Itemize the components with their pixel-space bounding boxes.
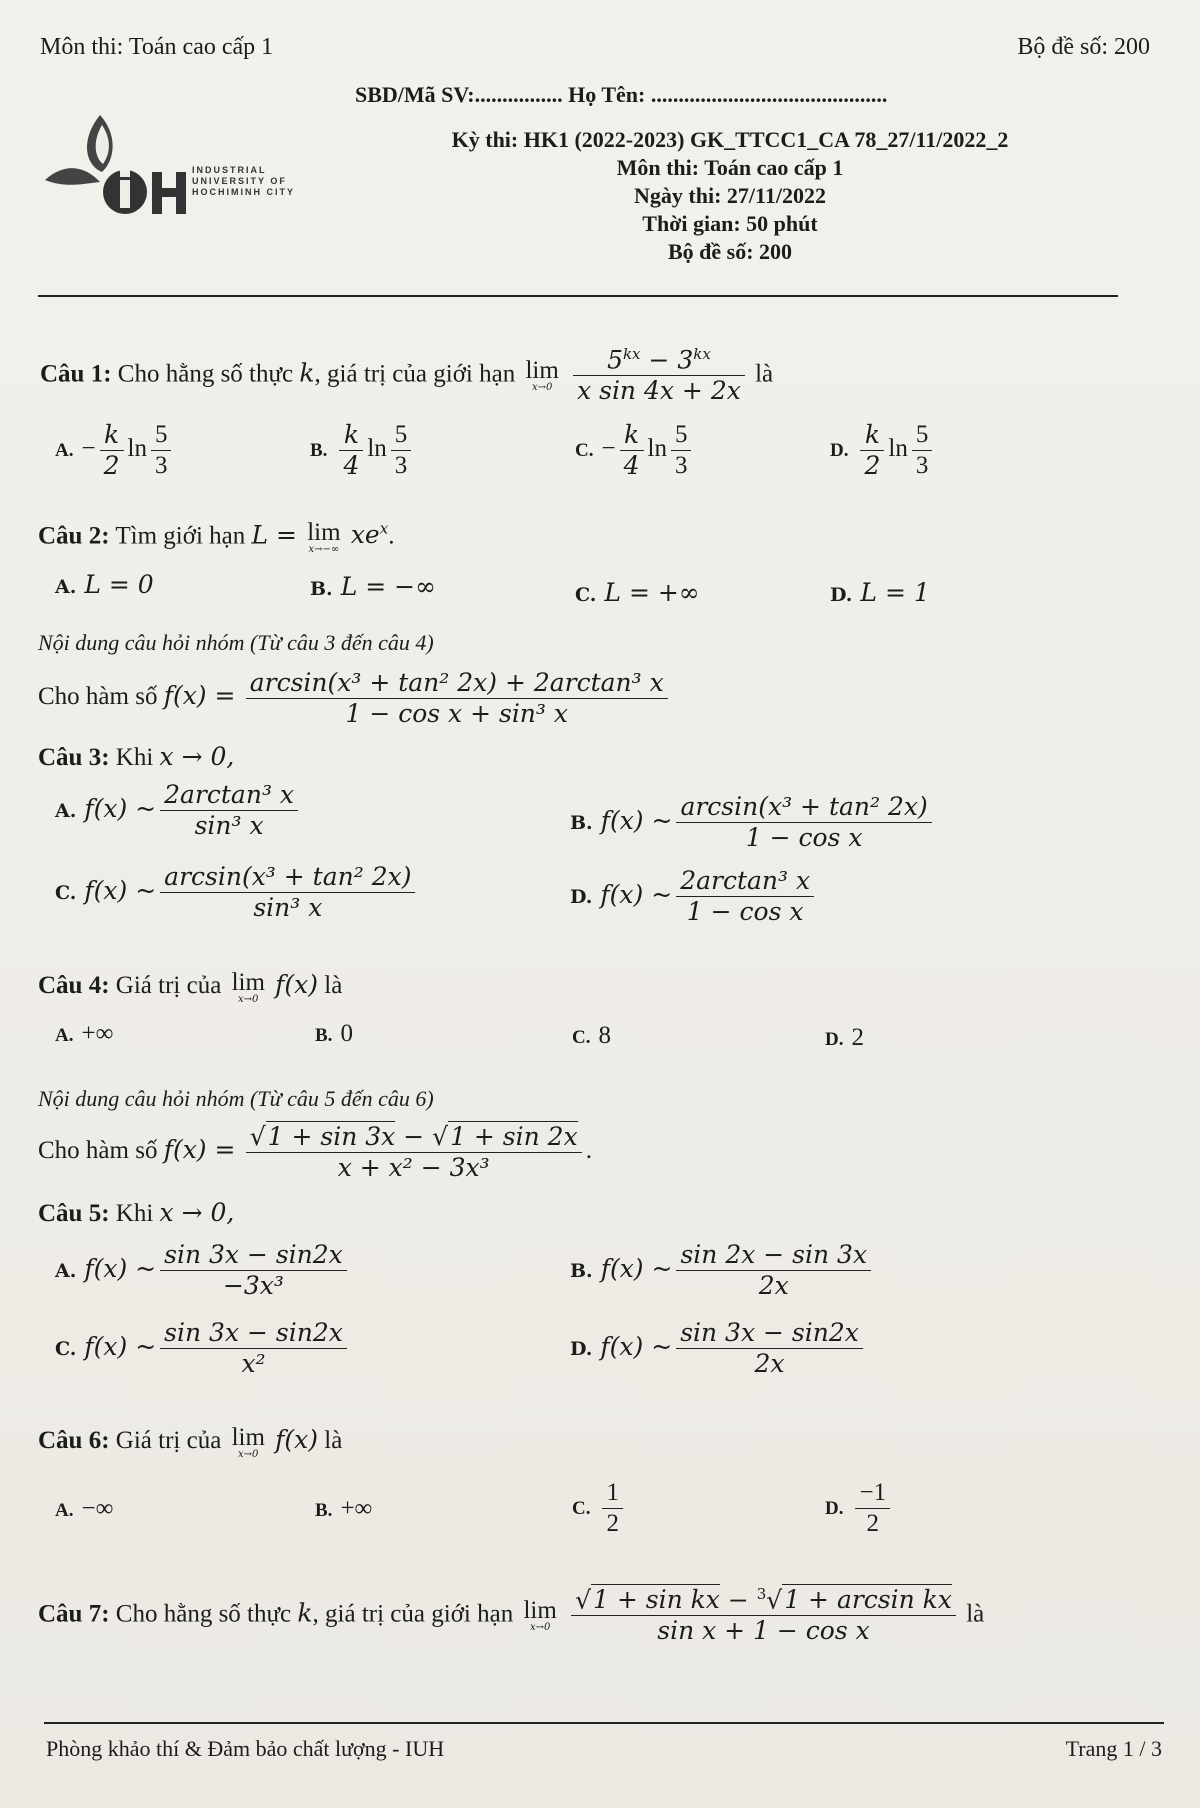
question-1-label: Câu 1: [40,360,112,388]
footer-page-number: Trang 1 / 3 [1065,1736,1162,1761]
question-1-text2: , giá trị của giới hạn [314,360,516,388]
question-6-option-d[interactable]: D. $\frac{-1}{2}$ [825,1478,894,1539]
logo-line-3: HOCHIMINH CITY [192,187,295,197]
question-1-text: Cho hằng số thực [117,360,294,388]
question-2-option-b[interactable]: B. L = −∞ [310,572,436,601]
question-2-option-a[interactable]: A. L = 0 [55,570,154,599]
question-1-option-d[interactable]: D. $\frac{k}{2}$ ln $\frac{5}{3}$ [830,420,936,481]
question-5-option-c[interactable]: C. f(x) ~ $\frac{\sin 3x - \sin 2x}{\text{x²}}$ [55,1318,351,1379]
exam-header [360,126,1100,266]
exam-subject: Môn thi: Toán cao cấp 1 [616,155,844,180]
logo-line-1: INDUSTRIAL [192,165,267,175]
question-2-label: Câu 2: [38,522,110,550]
group-2-title: Nội dung câu hỏi nhóm (Từ câu 5 đến câu 6) [38,1086,434,1111]
question-5-option-d[interactable]: D. f(x) ~ $\frac{\sin 3x - \sin 2x}{2x}$ [570,1318,867,1379]
question-4-option-c[interactable]: C. 8 [572,1022,611,1049]
limit-operator: lim x→0 [525,357,559,394]
iuh-logo [40,110,320,220]
question-1-option-a[interactable]: A. − $\frac{k}{2}$ ln $\frac{5}{3}$ [55,420,175,481]
question-1 [40,345,773,406]
question-6: Câu 6: Giá trị của lim x→0 f(x) là [38,1424,343,1460]
question-1-option-c[interactable]: C. − $\frac{k}{4}$ ln $\frac{5}{3}$ [575,420,695,481]
question-1-fraction: $\frac{5^{kx} - 3^{kx}}{\text{x sin 4x + 2x}}$ [573,345,745,406]
question-3-option-d[interactable]: D. f(x) ~ $\frac{\text{2arctan³ x}}{\text{1 − cos x}}$ [570,866,818,927]
question-3-option-b[interactable]: B. f(x) ~ $\frac{\text{arcsin(x³ + tan² 2x)}}{\text{1 − cos x}}$ [570,792,936,853]
student-info-line: SBD/Mã SV:................ Họ Tên: ........................................... [355,82,888,107]
group-1-function: Cho hàm số f(x) = $\frac{\text{arcsin(x³ + tan² 2x) + 2arctan³ x}}{\text{1 − cos x + sin³ x}}$ [38,668,672,729]
footer-divider [44,1722,1164,1724]
question-4-option-a[interactable]: A. +∞ [55,1020,114,1047]
limit-operator: lim x→0 [231,1424,265,1460]
question-4: Câu 4: Giá trị của lim x→0 f(x) là [38,969,343,1005]
exam-date: Ngày thi: 27/11/2022 [634,183,826,208]
question-4-option-b[interactable]: B. 0 [315,1020,353,1047]
question-3: Câu 3: Khi x → 0, [38,742,235,771]
footer-office: Phòng khảo thí & Đảm bảo chất lượng - IUH [46,1736,445,1761]
question-2-option-d[interactable]: D. L = 1 [830,578,930,607]
subject-top: Môn thi: Toán cao cấp 1 [40,34,274,60]
exam-title: Kỳ thi: HK1 (2022-2023) GK_TTCC1_CA 78_27/11/2022_2 [451,127,1009,152]
question-5-option-a[interactable]: A. f(x) ~ $\frac{\sin 3x - \sin 2x}{\text{−3x³}}$ [55,1240,351,1301]
question-6-option-a[interactable]: A. −∞ [55,1495,114,1522]
logo-line-2: UNIVERSITY OF [192,176,287,186]
question-5: Câu 5: Khi x → 0, [38,1198,235,1227]
header-divider [38,295,1118,297]
question-4-option-d[interactable]: D. 2 [825,1024,864,1051]
set-top: Bộ đề số: 200 [1017,34,1150,60]
question-2-option-c[interactable]: C. L = +∞ [575,578,700,607]
exam-set: Bộ đề số: 200 [667,239,793,264]
question-1-tail: là [755,360,774,388]
question-5-option-b[interactable]: B. f(x) ~ $\frac{\sin 2x - \sin 3x}{2x}$ [570,1240,875,1301]
question-2-text: Tìm giới hạn [115,522,246,550]
question-3-option-c[interactable]: C. f(x) ~ $\frac{\text{arcsin(x³ + tan² 2x)}}{\text{sin³ x}}$ [55,862,419,923]
question-3-option-a[interactable]: A. f(x) ~ $\frac{\text{2arctan³ x}}{\text{sin³ x}}$ [55,780,302,841]
limit-operator: lim x→0 [523,1597,557,1634]
question-1-option-b[interactable]: B. $\frac{k}{4}$ ln $\frac{5}{3}$ [310,420,415,481]
limit-operator: lim x→−∞ [307,519,341,556]
limit-operator: lim x→0 [231,969,265,1005]
exam-duration: Thời gian: 50 phút [642,211,818,236]
question-7: Câu 7: Cho hằng số thực k, giá trị của giới hạn lim x→0 $\frac{√1 + \sin kx - ^3√1 + \arcsin kx}{\text{sin x + 1 − cos x}}$ là [38,1585,985,1646]
question-6-option-b[interactable]: B. +∞ [315,1495,373,1522]
question-2: Câu 2: Tìm giới hạn L = lim x→−∞ $xe^x$. [38,519,395,556]
group-1-title: Nội dung câu hỏi nhóm (Từ câu 3 đến câu 4) [38,630,434,655]
question-1-var: k [299,358,315,388]
question-6-option-c[interactable]: C. $\frac{1}{2}$ [572,1478,627,1539]
group-2-function: Cho hàm số f(x) = $\frac{√1 + \sin 3x - √1 + \sin 2x}{\text{x + x² − 3x³}}$ . [38,1122,592,1182]
